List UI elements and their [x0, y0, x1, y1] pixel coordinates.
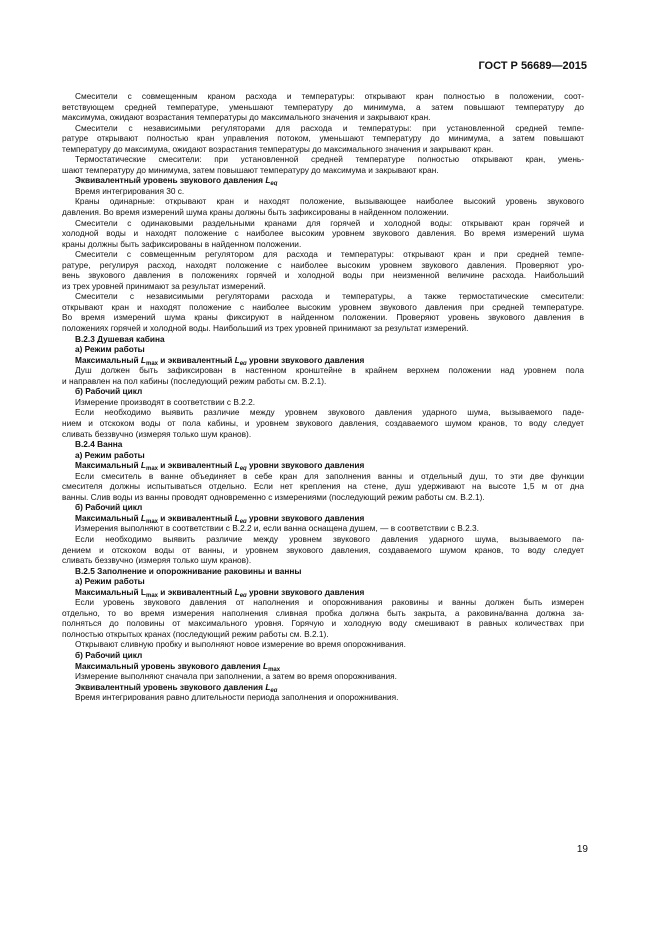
text-line: полняться до половины от максимального уровня. Горячую и холодную воду смешивают в равных количествах при	[62, 618, 584, 629]
section-heading	[62, 334, 584, 345]
text-line: ратуре открывают полностью кран управления потоком, уменьшают температуру до минимума, а затем повышают	[62, 133, 584, 144]
heading-fragment: eq	[239, 360, 247, 366]
text-line: Смесители с независимыми регуляторами расхода и температуры, а также термостатические смесители:	[75, 291, 584, 302]
section-heading	[62, 450, 584, 461]
text-line: из трех уровней принимают за результат измерений.	[62, 280, 266, 291]
heading-fragment: L	[265, 681, 271, 692]
heading-fragment: и эквивалентный	[158, 512, 235, 523]
heading-fragment: Максимальный	[75, 512, 141, 523]
heading-fragment: и эквивалентный	[158, 460, 235, 471]
text-line: ратуре, регулируя расход, находят положение с наиболее высоким уровнем звукового давления. Проверяют уро-	[62, 259, 584, 270]
text-line: Краны одинарные: открывают кран и находят положение, вызывающее наиболее высокий уровень звукового	[75, 196, 584, 207]
heading-fragment: L	[234, 354, 240, 365]
document-body	[62, 91, 584, 703]
section-heading	[62, 460, 584, 471]
text-line: Во время измерений шума краны фиксируют в найденном положении. Проверяют уровень звукового давления в	[62, 312, 584, 323]
heading-fragment: L	[140, 512, 146, 523]
text-line: дением и отскоком воды от ванны, и уровнем звукового давления, создаваемого шумом кранов, то воду следует	[62, 544, 584, 555]
text-line: Если необходимо выявить различие между уровнем звукового давления ударного шума, вызываемого паде-	[75, 407, 584, 418]
text-line: отдельно, то во время измерения наполнения сливная пробка должна быть закрыта, а раковина/ванна должна за-	[62, 607, 584, 618]
heading-fragment: и эквивалентный	[158, 586, 235, 597]
heading-fragment: L	[140, 460, 146, 471]
heading-fragment: max	[145, 518, 158, 524]
heading-fragment: уровни звукового давления	[246, 354, 365, 365]
heading-fragment: Максимальный уровень звукового давления	[75, 660, 263, 671]
heading-fragment: а) Режим работы	[75, 449, 145, 460]
heading-fragment: L	[265, 175, 271, 186]
heading-fragment: Максимальный	[75, 354, 141, 365]
heading-fragment: eq	[239, 518, 247, 524]
standard-designation: ГОСТ Р 56689—2015	[478, 60, 587, 72]
heading-fragment: В.2.3 Душевая кабина	[75, 333, 165, 344]
text-line: температуру до максимума, ожидают возрастания температуры до максимального значения и закрывают кран.	[62, 143, 494, 154]
heading-fragment: б) Рабочий цикл	[75, 386, 143, 397]
text-line: Если смеситель в ванне объединяет в себе кран для заполнения ванны и отдельный душ, то эти две функции	[75, 470, 584, 481]
section-heading	[62, 650, 584, 661]
heading-fragment: Максимальный L	[75, 586, 146, 597]
section-heading	[62, 587, 584, 598]
text-line: Время интегрирования равно длительности периода заполнения и опорожнивания.	[75, 692, 399, 703]
text-line: Смесители с независимыми регуляторами для расхода и температуры: при установленной средней темпе-	[75, 122, 584, 133]
heading-fragment: eq	[239, 592, 247, 598]
heading-fragment: max	[268, 666, 281, 672]
heading-fragment: Максимальный	[75, 460, 141, 471]
section-heading	[62, 502, 584, 513]
heading-fragment: уровни звукового давления	[246, 586, 365, 597]
text-line: Измерения выполняют в соответствии с В.2.2 и, если ванна оснащена душем, — в соответствии с В.2.3.	[75, 523, 479, 534]
heading-fragment: L	[263, 660, 269, 671]
text-line: краны должны быть зафиксированы в найденном положении.	[62, 238, 302, 249]
heading-fragment: и эквивалентный	[158, 354, 235, 365]
text-line: Открывают сливную пробку и выполняют новое измерение во время опорожнивания.	[75, 639, 406, 650]
section-heading	[62, 355, 584, 366]
text-line: Если необходимо выявить различие между уровнем звукового давления ударного шума, вызываемого па-	[75, 533, 584, 544]
text-line: полностью открытых кранах (последующий режим работы см. В.2.1).	[62, 628, 329, 639]
heading-fragment: Эквивалентный уровень звукового давления	[75, 175, 266, 186]
section-heading	[62, 439, 584, 450]
heading-fragment: б) Рабочий цикл	[75, 649, 143, 660]
text-line: Смесители с совмещенным краном расхода и температуры: открывают кран полностью в положении, соот-	[75, 91, 584, 101]
heading-fragment: L	[140, 354, 146, 365]
section-heading	[62, 566, 584, 577]
text-line: холодной воды и находят положение с наиболее высоким уровнем звукового давления. Во время измерений шума	[62, 228, 584, 239]
section-heading	[62, 661, 584, 672]
text-line: Измерение производят в соответствии с В.2.2.	[75, 396, 256, 407]
text-line: положениях горячей и холодной воды. Наибольший из трех уровней принимают за результат измерений.	[62, 323, 469, 334]
section-heading	[62, 386, 584, 397]
section-heading	[62, 513, 584, 524]
text-line: Смесители с совмещенным регулятором для расхода и температуры: открывают кран и при средней темпе-	[75, 249, 584, 260]
text-line: давления. Во время измерений шума краны должны быть зафиксированы в найденном положении.	[62, 207, 449, 218]
heading-fragment: max	[145, 466, 158, 471]
section-heading	[62, 576, 584, 587]
text-line: смесителя должны испытываться отдельно. Если нет крепления на стене, душ удерживают на высоте 1,5 м от дна	[62, 481, 584, 492]
text-line: ванны. Слив воды из ванны проводят одновременно с измерениями (последующий режим работы см. В.2.1).	[62, 491, 485, 502]
heading-fragment: б) Рабочий цикл	[75, 502, 143, 513]
heading-fragment: а) Режим работы	[75, 344, 145, 355]
text-line: Время интегрирования 30 с.	[75, 185, 185, 196]
text-line: Измерение выполняют сначала при заполнении, а затем во время опорожнивания.	[75, 671, 397, 682]
heading-fragment: уровни звукового давления	[246, 460, 365, 471]
text-line: ветствующем средней температуре, уменьшают температуру до минимума, а затем повышают температуру до	[62, 101, 584, 112]
text-line: сливать беззвучно (измеряя только шум кранов).	[62, 428, 252, 439]
section-heading	[62, 682, 584, 693]
heading-fragment: eq	[270, 687, 278, 693]
text-line: шают температуру до минимума, затем повышают температуру до максимума и закрывают кран.	[62, 164, 439, 175]
heading-fragment: уровни звукового давления	[246, 512, 365, 523]
heading-fragment: max	[145, 360, 158, 366]
text-line: и направлен на пол кабины (последующий режим работы см. В.2.1).	[62, 375, 327, 386]
heading-fragment: Эквивалентный уровень звукового давления	[75, 681, 266, 692]
heading-fragment: max	[145, 592, 158, 598]
text-line: открывают кран и находят положение с наиболее высоким уровнем звукового давления при средней температуре.	[62, 301, 584, 312]
text-line: максимума, ожидают возрастания температуры до максимального значения и закрывают кран.	[62, 112, 431, 123]
section-heading	[62, 175, 584, 186]
heading-fragment: eq	[239, 466, 247, 471]
text-line: Термостатические смесители: при установленной средней температуре полностью открывают кран, умень-	[75, 154, 584, 165]
heading-fragment: L	[234, 512, 240, 523]
heading-fragment: eq	[270, 181, 278, 186]
text-line: вень звукового давления в положениях горячей и холодной воды при неизменной величине расхода. Наибольший	[62, 270, 584, 281]
page-number: 19	[576, 844, 588, 855]
heading-fragment: В.2.5 Заполнение и опорожнивание раковины и ванны	[75, 565, 302, 576]
heading-fragment: В.2.4 Ванна	[75, 439, 123, 450]
section-heading	[62, 344, 584, 355]
text-line: Если уровень звукового давления от наполнения и опорожнивания раковины и ванны должен быть измерен	[75, 597, 584, 608]
heading-fragment: а) Режим работы	[75, 576, 145, 587]
text-line: Душ должен быть зафиксирован в настенном кронштейне в крайнем верхнем положении над уровнем пола	[75, 365, 584, 376]
heading-fragment: L	[234, 586, 240, 597]
heading-fragment: L	[234, 460, 240, 471]
text-line: Смесители с одинаковыми раздельными кранами для горячей и холодной воды: открывают кран горячей и	[75, 217, 584, 228]
text-line: сливать беззвучно (измеряя только шум кранов).	[62, 555, 252, 566]
text-line: нием и отскоком воды от пола кабины, и уровнем звукового давления, создаваемого шумом кранов, то воду следует	[62, 417, 584, 428]
